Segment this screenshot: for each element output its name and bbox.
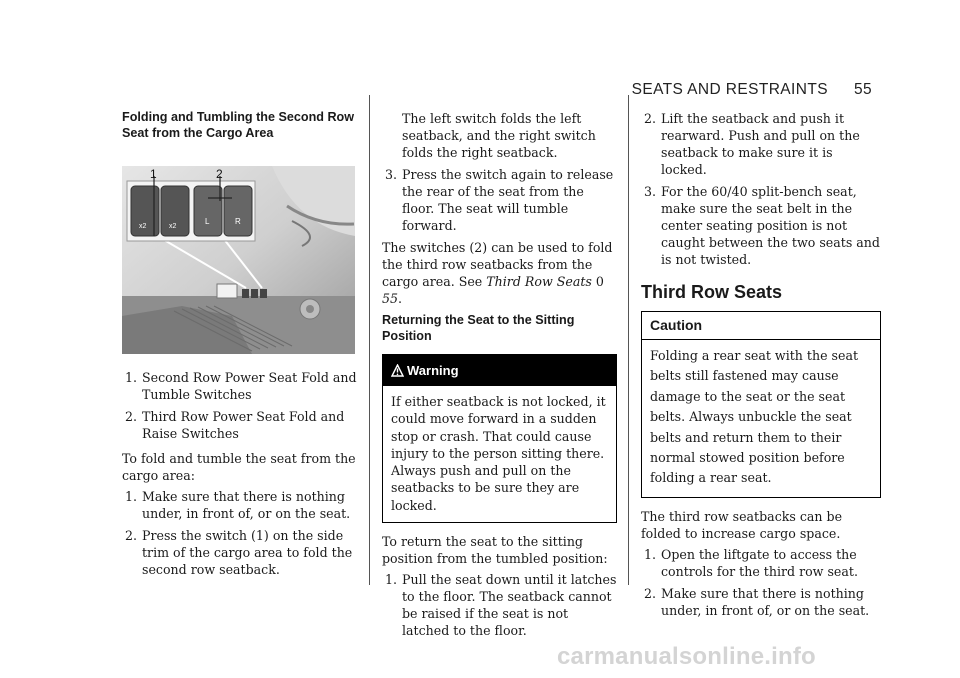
running-header [632, 81, 872, 99]
caption-item: 2. Third Row Power Seat Fold and Raise Switches [124, 409, 345, 441]
warning-icon [391, 364, 404, 377]
switch-r-label: R [235, 217, 241, 226]
section-title: SEATS AND RESTRAINTS [631, 81, 828, 98]
reference-page: 55 [382, 291, 399, 306]
column-2 [382, 110, 617, 644]
cross-reference-link[interactable]: Third Row Seats [486, 274, 592, 289]
caution-box [641, 311, 881, 498]
warning-box [382, 354, 617, 523]
step-item: 2. Make sure that there is nothing under, in front of, or on the seat. [643, 585, 870, 618]
switch-l-label: L [205, 217, 210, 226]
step-item: 1. Open the liftgate to access the controls for the third row seat. [643, 546, 858, 579]
step-item: 1. Make sure that there is nothing under, in front of, or on the seat. [124, 489, 351, 521]
step-item: 3. Press the switch again to release the rear of the seat from the floor. The seat will tumble forward. [384, 167, 614, 233]
figure-label-2: 2 [216, 167, 223, 181]
paragraph-intro: To fold and tumble the seat from the cargo area: [122, 451, 356, 483]
step-item: 2. Lift the seatback and push it rearward. Push and pull on the seatback to make sure it is locked. [643, 111, 860, 177]
step-item: 2. Press the switch (1) on the side trim of the cargo area to fold the second row seatback. [124, 528, 353, 577]
paragraph-switches: The switches (2) can be used to fold the third row seatbacks from the cargo area. See Third Row Seats 0 55. [382, 240, 613, 306]
step-continuation: The left switch folds the left seatback, and the right switch folds the right seatback. [402, 111, 596, 160]
figure-label-1: 1 [150, 167, 157, 181]
switch-x2-right: x2 [169, 223, 177, 230]
paragraph-third-row: The third row seatbacks can be folded to increase cargo space. [641, 508, 843, 541]
column-1 [122, 110, 357, 583]
page-number: 55 [853, 81, 872, 98]
warning-body: If either seatback is not locked, it could move forward in a sudden stop or crash. That could cause injury to the person sitting there. Always push and pull on the seatbacks to be sure they are locked. [391, 394, 606, 513]
caution-header: Caution [642, 312, 880, 340]
site-watermark: carmanualsonline.info [557, 643, 816, 670]
section-heading-folding: Folding and Tumbling the Second Row Seat from the Cargo Area [122, 110, 355, 140]
paragraph-return: To return the seat to the sitting position from the tumbled position: [382, 534, 608, 567]
switch-x2-left: x2 [139, 223, 147, 230]
column-divider-1 [369, 95, 370, 585]
reference-arrow-icon: 0 [595, 274, 604, 289]
step-item: 3. For the 60/40 split-bench seat, make sure the seat belt in the center seating position is not caught between the two seats and is not twisted. [643, 184, 880, 267]
caption-item: 1. Second Row Power Seat Fold and Tumble Switches [124, 370, 357, 402]
caution-body: Folding a rear seat with the seat belts still fastened may cause damage to the seat or the seat belts. Always unbuckle the seat belts and return them to their normal stowed position before folding a rear seat. [650, 348, 859, 486]
warning-header: Warning [383, 355, 616, 386]
column-divider-2 [628, 95, 629, 585]
section-heading-returning: Returning the Seat to the Sitting Position [382, 313, 575, 343]
column-3 [641, 110, 881, 624]
section-heading-third-row: Third Row Seats [641, 282, 783, 302]
step-item: 1. Pull the seat down until it latches to the floor. The seatback cannot be raised if the seat is not latched to the floor. [384, 572, 617, 639]
cargo-area-switches-photo [122, 166, 355, 354]
